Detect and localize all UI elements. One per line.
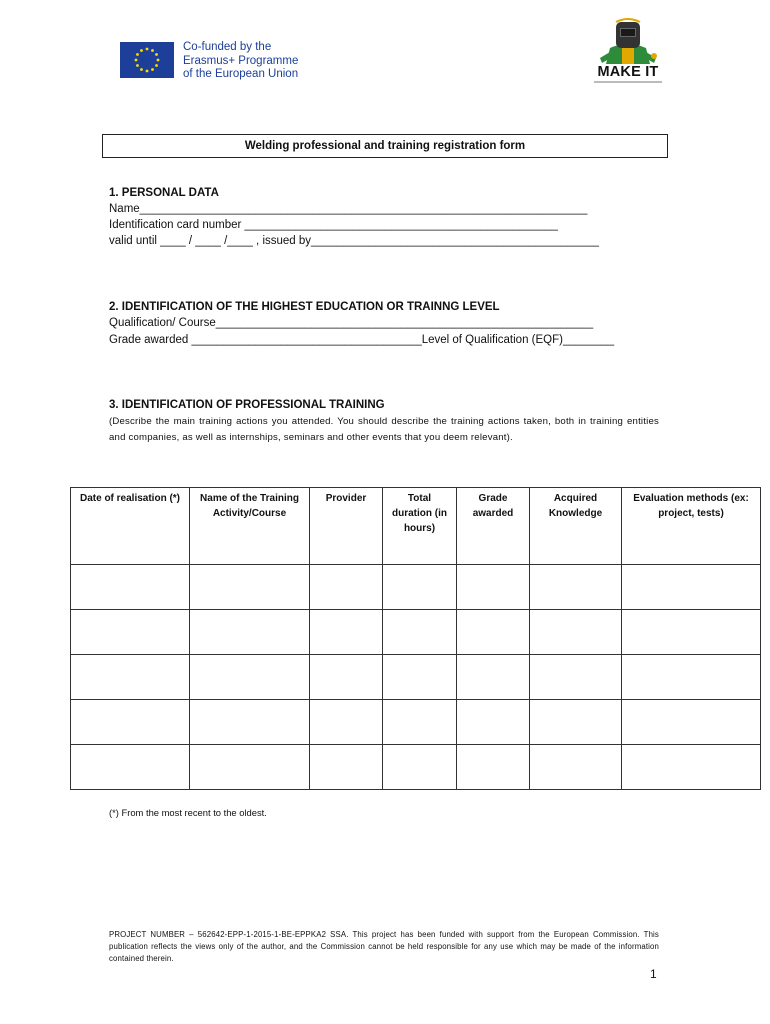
table-cell[interactable] <box>383 700 457 745</box>
logo-subtitle-bar <box>594 81 662 83</box>
eu-star-icon <box>140 68 143 71</box>
form-title: Welding professional and training registration form <box>102 134 668 158</box>
table-cell[interactable] <box>190 565 310 610</box>
table-cell[interactable] <box>71 610 190 655</box>
eu-star-icon <box>151 49 154 52</box>
table-row <box>71 745 761 790</box>
eu-text-line-1: Co-funded by the <box>183 41 272 53</box>
grade-awarded-field[interactable]: Grade awarded ____________________________________Level of Qualification (EQF)________ <box>109 334 615 346</box>
welder-icon <box>588 18 668 66</box>
table-cell[interactable] <box>310 745 383 790</box>
table-cell[interactable] <box>622 565 761 610</box>
page-number: 1 <box>650 967 657 981</box>
table-cell[interactable] <box>530 655 622 700</box>
table-cell[interactable] <box>383 655 457 700</box>
table-row <box>71 565 761 610</box>
eu-star-icon <box>136 64 139 67</box>
table-cell[interactable] <box>383 565 457 610</box>
eu-flag-logo <box>120 42 174 78</box>
table-cell[interactable] <box>457 610 530 655</box>
table-cell[interactable] <box>310 610 383 655</box>
eu-text-line-3: of the European Union <box>183 68 299 80</box>
eu-star-icon <box>146 70 149 73</box>
eu-text-line-2: Erasmus+ Programme <box>183 54 299 67</box>
col-header-duration: Total duration (in hours) <box>383 488 457 565</box>
table-row <box>71 610 761 655</box>
qualification-field[interactable]: Qualification/ Course___________________________________________________________ <box>109 317 594 329</box>
eu-cofunded-text <box>183 41 298 82</box>
table-row <box>71 700 761 745</box>
table-cell[interactable] <box>530 565 622 610</box>
table-cell[interactable] <box>457 565 530 610</box>
eu-star-icon <box>146 48 149 51</box>
table-cell[interactable] <box>457 745 530 790</box>
table-cell[interactable] <box>622 655 761 700</box>
section-2-heading: 2. IDENTIFICATION OF THE HIGHEST EDUCATION OR TRAINNG LEVEL <box>109 301 500 313</box>
table-cell[interactable] <box>622 700 761 745</box>
table-cell[interactable] <box>71 655 190 700</box>
eu-star-icon <box>151 68 154 71</box>
table-cell[interactable] <box>530 700 622 745</box>
section-3-description: (Describe the main training actions you attended. You should describe the training actions taken, both in training entities and companies, as well as internships, seminars and other events that you deem relevant). <box>109 416 659 443</box>
table-cell[interactable] <box>310 700 383 745</box>
table-cell[interactable] <box>457 700 530 745</box>
table-cell[interactable] <box>190 610 310 655</box>
table-cell[interactable] <box>622 610 761 655</box>
col-header-knowledge: Acquired Knowledge <box>530 488 622 565</box>
section-3-heading: 3. IDENTIFICATION OF PROFESSIONAL TRAINING <box>109 399 385 411</box>
make-it-logo-text: MAKE IT <box>597 64 659 80</box>
table-cell[interactable] <box>622 745 761 790</box>
table-cell[interactable] <box>383 610 457 655</box>
table-footnote: (*) From the most recent to the oldest. <box>109 807 267 818</box>
eu-star-icon <box>136 53 139 56</box>
table-cell[interactable] <box>190 655 310 700</box>
eu-stars-icon <box>120 42 174 78</box>
table-cell[interactable] <box>530 610 622 655</box>
table-cell[interactable] <box>310 655 383 700</box>
eu-star-icon <box>157 59 160 62</box>
eu-star-icon <box>135 59 138 62</box>
col-header-evaluation: Evaluation methods (ex: project, tests) <box>622 488 761 565</box>
table-cell[interactable] <box>190 745 310 790</box>
eu-star-icon <box>140 49 143 52</box>
table-cell[interactable] <box>310 565 383 610</box>
project-footer: PROJECT NUMBER – 562642-EPP-1-2015-1-BE-EPPKA2 SSA. This project has been funded with support from the European Commission. This publication reflects the views only of the author, and the Commission cannot be held responsible for any use which may be made of the information contained therein. <box>109 930 659 963</box>
table-cell[interactable] <box>457 655 530 700</box>
table-cell[interactable] <box>530 745 622 790</box>
make-it-logo <box>588 18 668 84</box>
table-cell[interactable] <box>71 745 190 790</box>
col-header-provider: Provider <box>310 488 383 565</box>
col-header-grade: Grade awarded <box>457 488 530 565</box>
eu-star-icon <box>155 64 158 67</box>
table-cell[interactable] <box>383 745 457 790</box>
table-cell[interactable] <box>190 700 310 745</box>
training-table <box>70 487 761 790</box>
id-card-field[interactable]: Identification card number _________________________________________________ <box>109 219 558 231</box>
col-header-date: Date of realisation (*) <box>71 488 190 565</box>
section-1-heading: 1. PERSONAL DATA <box>109 187 219 199</box>
eu-star-icon <box>155 53 158 56</box>
col-header-activity: Name of the Training Activity/Course <box>190 488 310 565</box>
valid-until-field[interactable]: valid until ____ / ____ /____ , issued by_____________________________________________ <box>109 235 599 247</box>
table-cell[interactable] <box>71 700 190 745</box>
table-cell[interactable] <box>71 565 190 610</box>
name-field[interactable]: Name______________________________________________________________________ <box>109 203 588 215</box>
table-row <box>71 655 761 700</box>
